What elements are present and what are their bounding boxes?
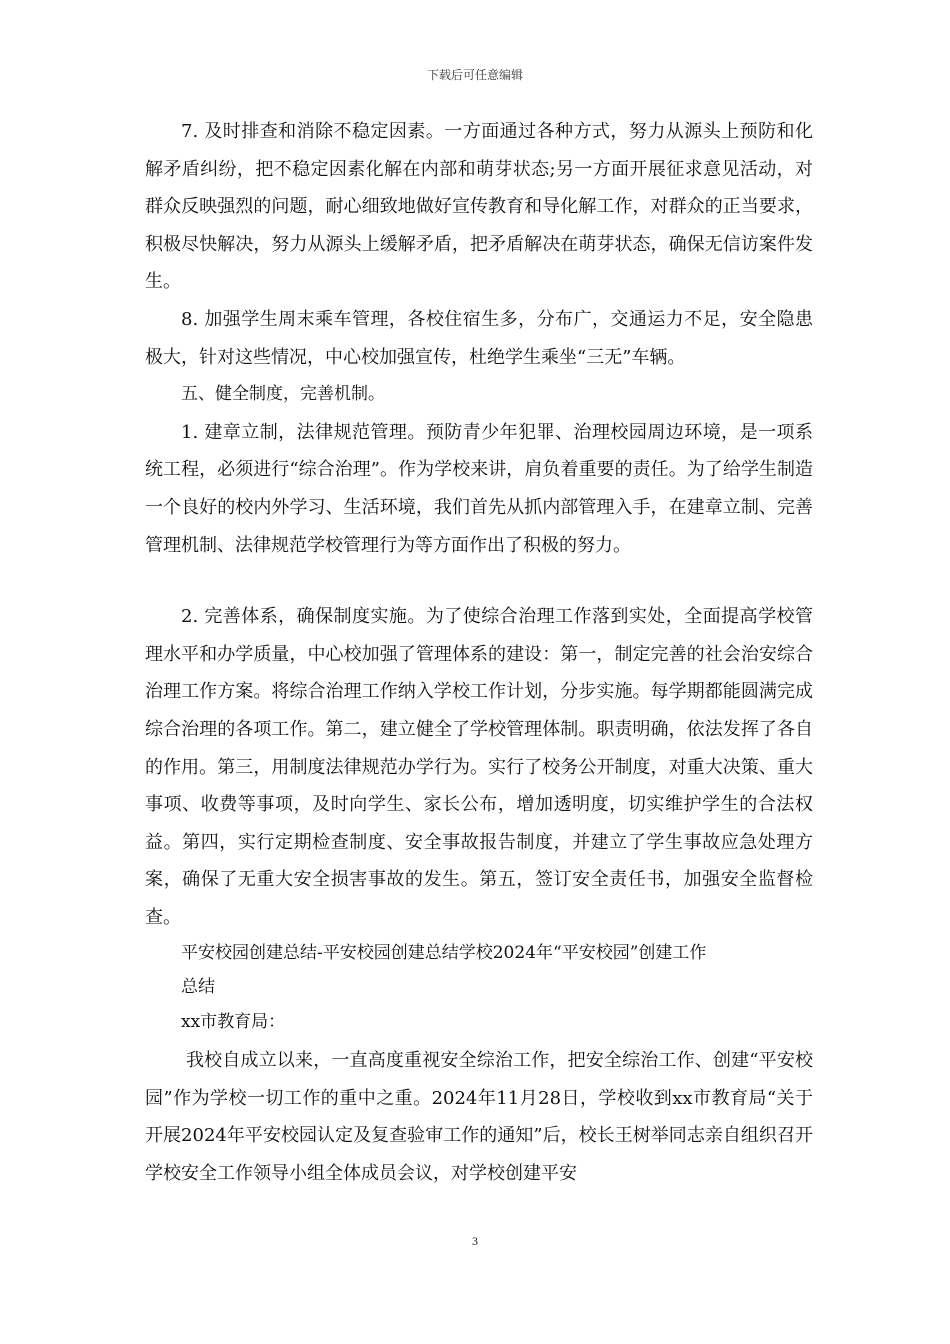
paragraph-item-1: 1. 建章立制，法律规范管理。预防青少年犯罪、治理校园周边环境，是一项系统工程，必须进行“综合治理”。作为学校来讲，肩负着重要的责任。为了给学生制造一个良好的校内外学习、生活环境，我们首先从抓内部管理入手，在建章立制、完善管理机制、法律规范学校管理行为等方面作出了积极的努力。 — [145, 421, 813, 556]
section-title-line-1: 平安校园创建总结-平安校园创建总结学校2024年“平安校园”创建工作 — [181, 943, 707, 964]
section-heading-five: 五、健全制度，完善机制。 — [181, 384, 385, 405]
page-number: 3 — [472, 1234, 478, 1248]
document-body — [145, 113, 813, 1192]
section-title — [145, 936, 813, 1004]
letter-salutation: xx市教育局： — [181, 1012, 286, 1033]
paragraph-item-2: 2. 完善体系，确保制度实施。为了使综合治理工作落到实处，全面提高学校管理水平和办学质量，中心校加强了管理体系的建设：第一，制定完善的社会治安综合治理工作方案。将综合治理工作纳入学校工作计划，分步实施。每学期都能圆满完成综合治理的各项工作。第二，建立健全了学校管理体制。职责明确，依法发挥了各自的作用。第三，用制度法律规范办学行为。实行了校务公开制度，对重大决策、重大事项、收费等事项，及时向学生、家长公布，增加透明度，切实维护学生的合法权益。第四，实行定期检查制度、安全事故报告制度，并建立了学生事故应急处理方案，确保了无重大安全损害事故的发生。第五，签订安全责任书，加强安全监督检查。 — [145, 606, 813, 928]
section-title-line-2: 总结 — [181, 977, 215, 998]
paragraph-item-7: 7. 及时排查和消除不稳定因素。一方面通过各种方式，努力从源头上预防和化解矛盾纠纷，把不稳定因素化解在内部和萌芽状态;另一方面开展征求意见活动，对群众反映强烈的问题，耐心细致地做好宣传教育和导化解工作，对群众的正当要求，积极尽快解决，努力从源头上缓解矛盾，把矛盾解决在萌芽状态，确保无信访案件发生。 — [145, 121, 813, 293]
page-header: 下载后可任意编辑 — [426, 68, 523, 82]
paragraph-item-8: 8. 加强学生周末乘车管理，各校住宿生多，分布广，交通运力不足，安全隐患极大，针对这些情况，中心校加强宣传，杜绝学生乘坐“三无”车辆。 — [145, 308, 813, 368]
letter-body: 我校自成立以来，一直高度重视安全综治工作，把安全综治工作、创建“平安校园”作为学校一切工作的重中之重。2024年11月28日，学校收到xx市教育局“关于开展2024年平安校园认定及复查验审工作的通知”后，校长王树举同志亲自组织召开学校安全工作领导小组全体成员会议，对学校创建平安 — [145, 1050, 813, 1184]
